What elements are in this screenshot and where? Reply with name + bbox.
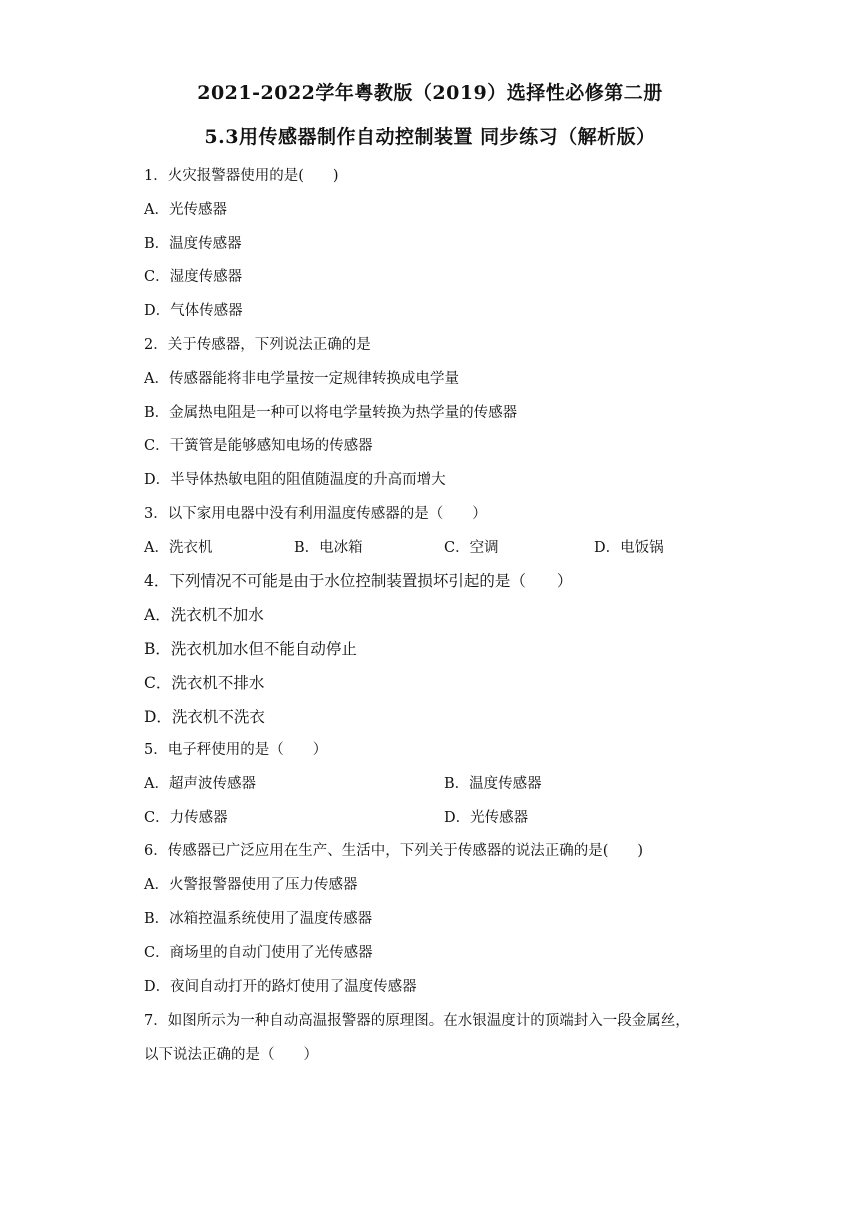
question-5-option-d: D．光传感器 (444, 810, 529, 826)
question-2-option-a: A．传感器能将非电学量按一定规律转换成电学量 (144, 371, 459, 387)
question-1-option-a: A．光传感器 (144, 202, 227, 218)
question-4-stem: 4．下列情况不可能是由于水位控制装置损坏引起的是（ ） (144, 572, 573, 590)
question-6-stem: 6．传感器已广泛应用在生产、生活中，下列关于传感器的说法正确的是( ) (144, 843, 644, 859)
question-7-stem-line-2: 以下说法正确的是（ ） (144, 1047, 318, 1063)
question-2-stem: 2．关于传感器，下列说法正确的是 (144, 337, 371, 353)
question-3-option-b: B．电冰箱 (294, 540, 363, 556)
question-5-stem: 5．电子秤使用的是（ ） (144, 742, 328, 758)
question-6-option-a: A．火警报警器使用了压力传感器 (144, 877, 358, 893)
question-5-option-b: B．温度传感器 (444, 776, 542, 792)
question-2-option-c: C．干簧管是能够感知电场的传感器 (144, 438, 373, 454)
question-3-option-c: C．空调 (444, 540, 499, 556)
question-4-option-a: A．洗衣机不加水 (144, 606, 264, 624)
question-1-stem: 1．火灾报警器使用的是( ) (144, 168, 339, 184)
question-4-option-b: B．洗衣机加水但不能自动停止 (144, 640, 357, 658)
question-6-option-b: B．冰箱控温系统使用了温度传感器 (144, 911, 373, 927)
question-1-option-b: B．温度传感器 (144, 236, 242, 252)
question-5-option-c: C．力传感器 (144, 810, 228, 826)
question-3-stem: 3．以下家用电器中没有利用温度传感器的是（ ） (144, 506, 487, 522)
question-4-option-c: C．洗衣机不排水 (144, 674, 265, 692)
question-1-option-c: C．湿度传感器 (144, 269, 243, 285)
question-7-stem-line-1: 7．如图所示为一种自动高温报警器的原理图。在水银温度计的顶端封入一段金属丝， (144, 1013, 690, 1029)
question-1-option-d: D．气体传感器 (144, 303, 243, 319)
question-6-option-c: C．商场里的自动门使用了光传感器 (144, 945, 373, 961)
question-3-option-d: D．电饭锅 (594, 540, 664, 556)
document-subtitle: 5.3用传感器制作自动控制装置 同步练习（解析版） (204, 126, 656, 148)
question-5-option-a: A．超声波传感器 (144, 776, 256, 792)
question-6-option-d: D．夜间自动打开的路灯使用了温度传感器 (144, 979, 417, 995)
question-3-option-a: A．洗衣机 (144, 540, 213, 556)
question-4-option-d: D．洗衣机不洗衣 (144, 708, 265, 726)
document-title: 2021-2022学年粤教版（2019）选择性必修第二册 (197, 82, 663, 104)
question-2-option-d: D．半导体热敏电阻的阻值随温度的升高而增大 (144, 472, 446, 488)
question-2-option-b: B．金属热电阻是一种可以将电学量转换为热学量的传感器 (144, 405, 518, 421)
